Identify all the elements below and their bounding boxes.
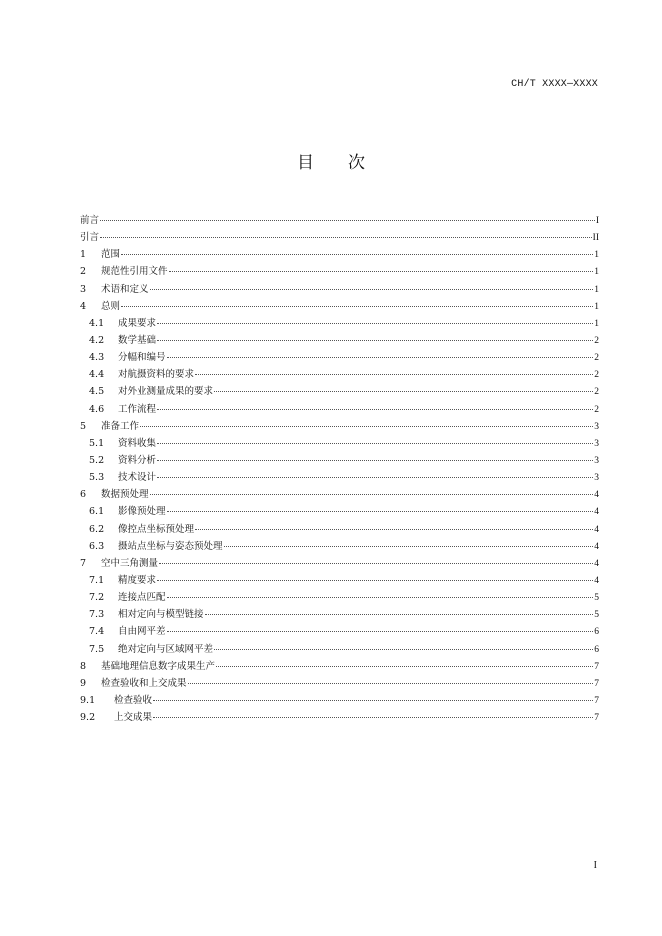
toc-dot-leader: [195, 374, 593, 375]
toc-dot-leader: [214, 649, 593, 650]
toc-entry-label: 术语和定义: [101, 283, 149, 295]
toc-entry-label: 总则: [101, 300, 121, 312]
toc-entry-label: 对航摄资料的要求: [118, 369, 195, 381]
toc-entry-label: 基础地理信息数字成果生产: [101, 660, 216, 672]
toc-dot-leader: [214, 391, 593, 392]
toc-entry-label: 资料收集: [118, 437, 157, 449]
toc-dot-leader: [167, 511, 594, 512]
toc-entry-page: 1: [594, 250, 599, 261]
toc-entry-page: 6: [594, 644, 599, 655]
toc-entry-number: 4.6: [89, 403, 105, 415]
toc-entry-page: 2: [594, 387, 599, 398]
toc-entry-label: 连接点匹配: [118, 592, 166, 604]
toc-dot-leader: [157, 409, 593, 410]
toc-dot-leader: [167, 357, 594, 358]
toc-entry-page: 4: [594, 490, 599, 501]
page-number: I: [593, 860, 597, 871]
toc-dot-leader: [157, 580, 593, 581]
toc-entry-number: 4.5: [89, 386, 105, 398]
toc-entry-page: 2: [594, 404, 599, 415]
toc-dot-leader: [153, 717, 593, 718]
toc-entry-label: 准备工作: [101, 420, 140, 432]
toc-entry-label: 检查验收和上交成果: [101, 677, 187, 689]
toc-entry-number: 4.1: [89, 317, 105, 329]
toc-entry[interactable]: [80, 641, 599, 658]
toc-entry[interactable]: [80, 606, 599, 623]
toc-entry-page: 1: [594, 318, 599, 329]
toc-entry[interactable]: [80, 709, 599, 726]
toc-entry[interactable]: [80, 281, 599, 298]
toc-entry[interactable]: [80, 658, 599, 675]
toc-dot-leader: [159, 563, 593, 564]
toc-entry-number: 7.5: [89, 643, 105, 655]
toc-dot-leader: [188, 683, 594, 684]
toc-entry-label: 资料分析: [118, 454, 157, 466]
toc-entry[interactable]: [80, 383, 599, 400]
toc-entry[interactable]: [80, 692, 599, 709]
toc-entry-label: 相对定向与模型链接: [118, 609, 204, 621]
toc-entry-number: 6: [80, 489, 87, 501]
toc-entry-page: 4: [594, 541, 599, 552]
toc-dot-leader: [167, 631, 594, 632]
toc-entry-number: 7.3: [89, 609, 105, 621]
toc-entry-number: 4: [80, 300, 87, 312]
toc-dot-leader: [150, 494, 594, 495]
toc-dot-leader: [157, 460, 593, 461]
toc-dot-leader: [205, 614, 594, 615]
toc-entry-number: 6.1: [89, 506, 105, 518]
toc-entry-page: I: [595, 216, 599, 226]
toc-entry-page: 7: [594, 661, 599, 672]
toc-dot-leader: [224, 546, 594, 547]
toc-entry-page: 4: [594, 507, 599, 518]
toc-title: 目次: [297, 153, 399, 173]
toc-dot-leader: [157, 443, 593, 444]
toc-entry-page: 3: [594, 438, 599, 449]
toc-entry-number: 8: [80, 660, 87, 672]
toc-entry[interactable]: [80, 229, 599, 246]
toc-entry-page: 1: [594, 301, 599, 312]
toc-entry-page: 1: [594, 284, 599, 295]
toc-entry[interactable]: [80, 263, 599, 280]
toc-entry-label: 影像预处理: [118, 506, 166, 518]
toc-entry-label: 分幅和编号: [118, 352, 166, 364]
toc-entry-number: 5.2: [89, 454, 105, 466]
toc-entry-number: 7.2: [89, 592, 105, 604]
toc-entry-page: 2: [594, 370, 599, 381]
toc-entry[interactable]: [80, 521, 599, 538]
toc-entry[interactable]: [80, 315, 599, 332]
toc-entry-number: 7.1: [89, 574, 105, 586]
toc-dot-leader: [100, 220, 595, 221]
toc-entry[interactable]: [80, 555, 599, 572]
toc-entry-label: 自由网平差: [118, 626, 166, 638]
toc-entry-number: 2: [80, 266, 87, 278]
toc-entry[interactable]: [80, 298, 599, 315]
toc-entry-page: 4: [594, 524, 599, 535]
toc-entry[interactable]: [80, 486, 599, 503]
toc-entry[interactable]: [80, 452, 599, 469]
toc-dot-leader: [140, 426, 593, 427]
toc-entry[interactable]: [80, 538, 599, 555]
toc-entry-page: 3: [594, 473, 599, 484]
toc-entry[interactable]: [80, 589, 599, 606]
toc-entry-page: 7: [594, 678, 599, 689]
toc-entry-page: 3: [594, 421, 599, 432]
toc-dot-leader: [195, 529, 593, 530]
toc-entry[interactable]: [80, 349, 599, 366]
toc-entry-label: 数据预处理: [101, 489, 149, 501]
toc-entry[interactable]: [80, 675, 599, 692]
toc-entry-number: 9.1: [80, 694, 96, 706]
toc-entry-page: 7: [594, 695, 599, 706]
toc-dot-leader: [169, 271, 594, 272]
toc-dot-leader: [153, 700, 593, 701]
toc-dot-leader: [121, 306, 593, 307]
toc-entry-number: 6.2: [89, 523, 105, 535]
toc-entry-number: 4.2: [89, 334, 105, 346]
toc-dot-leader: [167, 597, 594, 598]
toc-entry[interactable]: [80, 332, 599, 349]
toc-entry-label: 前言: [80, 215, 100, 226]
toc-entry-number: 5: [80, 420, 87, 432]
toc-entry-label: 检查验收: [114, 694, 153, 706]
toc-entry-page: II: [592, 233, 599, 244]
toc-dot-leader: [157, 340, 593, 341]
toc-entry-number: 9: [80, 677, 87, 689]
toc-entry-label: 精度要求: [118, 574, 157, 586]
table-of-contents: [80, 212, 599, 726]
toc-entry-label: 像控点坐标预处理: [118, 523, 195, 535]
toc-entry-number: 1: [80, 249, 87, 261]
toc-entry-number: 4.4: [89, 369, 105, 381]
toc-entry-label: 绝对定向与区域网平差: [118, 643, 214, 655]
toc-entry-label: 规范性引用文件: [101, 266, 168, 278]
toc-entry-label: 数学基础: [118, 334, 157, 346]
toc-entry-number: 6.3: [89, 540, 105, 552]
toc-entry[interactable]: [80, 212, 599, 229]
toc-entry-page: 4: [594, 558, 599, 569]
toc-entry-label: 引言: [80, 232, 100, 244]
document-code: CH/T XXXX—XXXX: [511, 79, 598, 90]
toc-entry[interactable]: [80, 503, 599, 520]
toc-entry-label: 空中三角测量: [101, 557, 159, 569]
toc-entry-label: 上交成果: [114, 712, 153, 724]
toc-dot-leader: [157, 323, 593, 324]
toc-entry-label: 技术设计: [118, 472, 157, 484]
toc-entry[interactable]: [80, 418, 599, 435]
toc-entry-number: 9.2: [80, 712, 96, 724]
toc-entry-label: 摄站点坐标与姿态预处理: [118, 540, 223, 552]
toc-entry-page: 2: [594, 335, 599, 346]
toc-entry-page: 5: [594, 610, 599, 621]
toc-entry-number: 5.1: [89, 437, 105, 449]
toc-entry-page: 7: [594, 713, 599, 724]
toc-dot-leader: [121, 254, 593, 255]
toc-dot-leader: [100, 237, 592, 238]
toc-entry[interactable]: [80, 401, 599, 418]
toc-dot-leader: [157, 477, 593, 478]
toc-entry[interactable]: [80, 366, 599, 383]
toc-entry-number: 7: [80, 557, 87, 569]
toc-entry-page: 4: [594, 575, 599, 586]
toc-dot-leader: [150, 289, 594, 290]
toc-entry-number: 3: [80, 283, 87, 295]
toc-entry-label: 成果要求: [118, 317, 157, 329]
toc-entry-page: 5: [594, 593, 599, 604]
toc-entry-page: 1: [594, 267, 599, 278]
toc-entry-label: 工作流程: [118, 403, 157, 415]
toc-entry-label: 范围: [101, 249, 121, 261]
toc-entry-number: 4.3: [89, 352, 105, 364]
toc-dot-leader: [216, 666, 593, 667]
toc-entry-page: 3: [594, 455, 599, 466]
toc-entry[interactable]: [80, 572, 599, 589]
toc-entry-number: 7.4: [89, 626, 105, 638]
toc-entry-label: 对外业测量成果的要求: [118, 386, 214, 398]
toc-entry[interactable]: [80, 246, 599, 263]
toc-entry-page: 6: [594, 627, 599, 638]
toc-entry-number: 5.3: [89, 472, 105, 484]
toc-entry-page: 2: [594, 353, 599, 364]
toc-entry[interactable]: [80, 435, 599, 452]
toc-entry[interactable]: [80, 623, 599, 640]
toc-entry[interactable]: [80, 469, 599, 486]
